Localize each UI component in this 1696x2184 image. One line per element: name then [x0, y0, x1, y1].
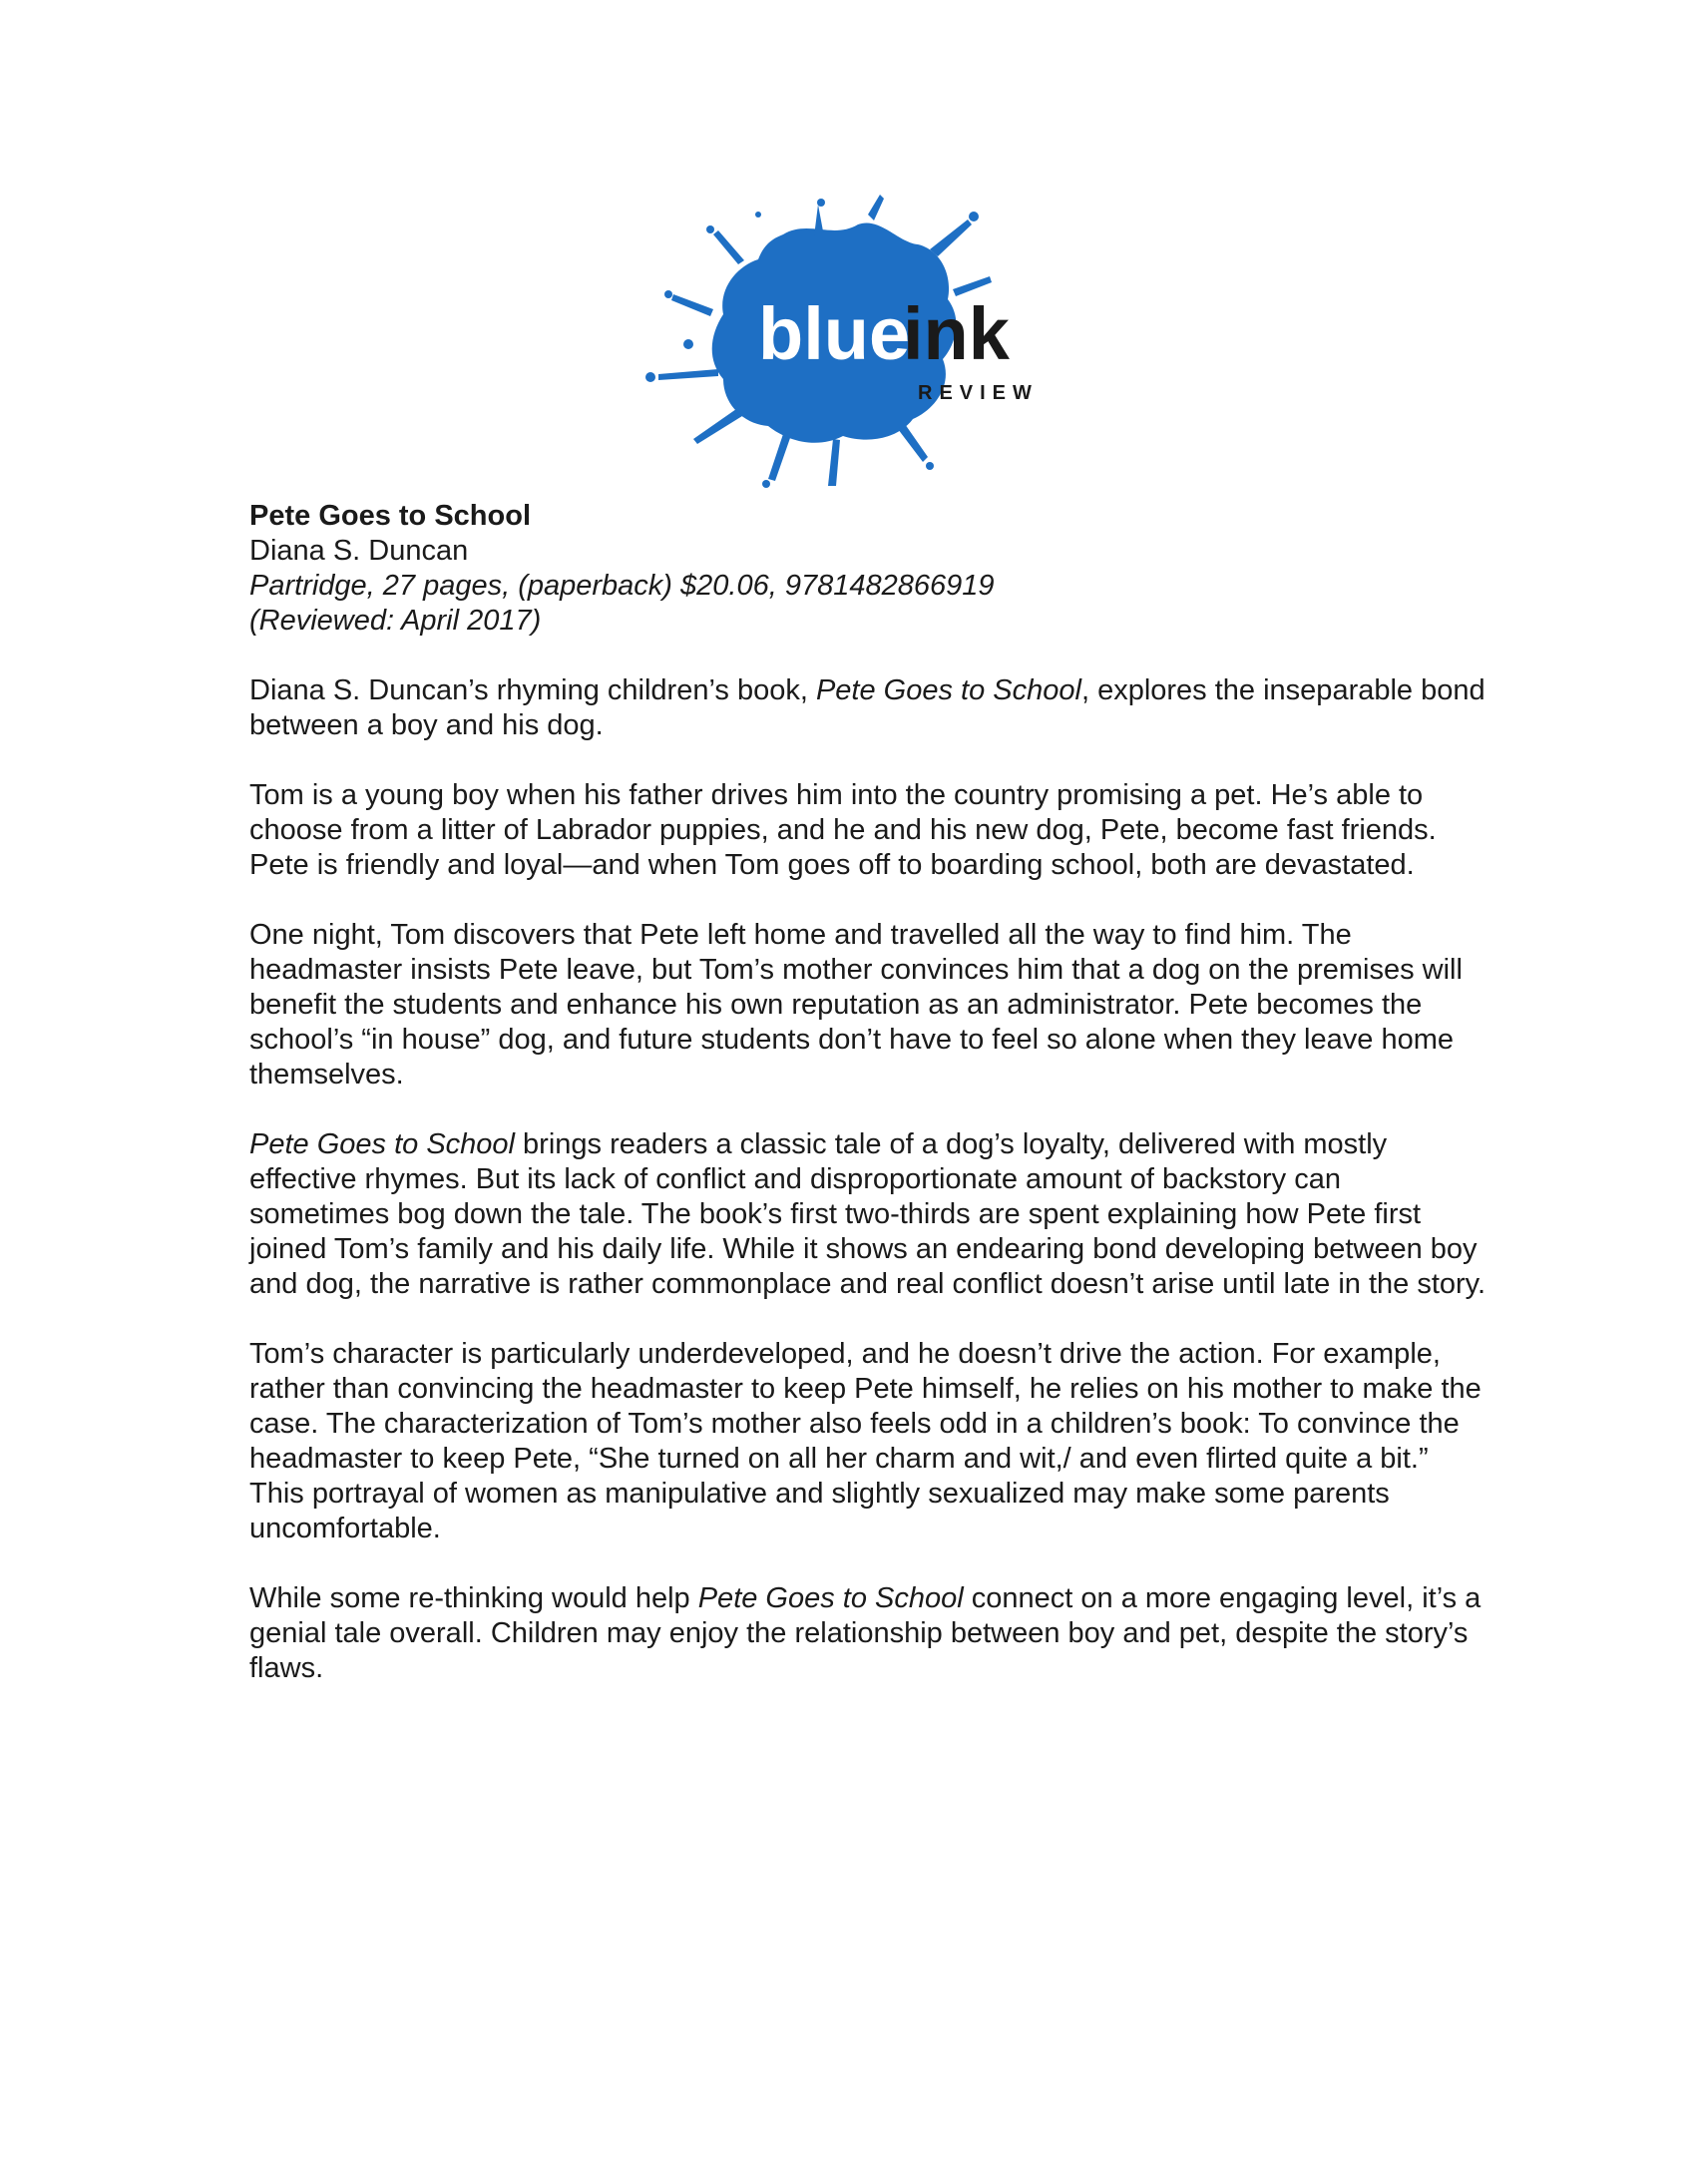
review-paragraph-1: Diana S. Duncan’s rhyming children’s book, Pete Goes to School, explores the inseparable bond between a boy and his dog. [249, 674, 1485, 741]
logo-word-blue: blue [758, 292, 911, 375]
blueink-review-logo [619, 195, 1087, 494]
review-content [249, 499, 1486, 1721]
book-metadata [249, 499, 1486, 639]
book-publication-info: Partridge, 27 pages, (paperback) $20.06, 9781482866919 [249, 570, 995, 602]
review-date: (Reviewed: April 2017) [249, 605, 542, 637]
review-paragraph-6: While some re-thinking would help Pete Goes to School connect on a more engaging level, it’s a genial tale overall. Children may enjoy the relationship between boy and pet, despite the story’s flaws. [249, 1582, 1482, 1684]
review-paragraph-5: Tom’s character is particularly underdeveloped, and he doesn’t drive the action. For example, rather than convincing the headmaster to keep Pete himself, he relies on his mother to make the case. The characterization of Tom’s mother also feels odd in a children’s book: To convince the headmaster to keep Pete, “She turned on all her charm and wit,/ and even flirted quite a bit.” This portrayal of women as manipulative and slightly sexualized may make some parents uncomfortable. [249, 1338, 1482, 1544]
logo-tagline: REVIEW [918, 382, 1039, 404]
review-paragraph-3: One night, Tom discovers that Pete left home and travelled all the way to find him. The headmaster insists Pete leave, but Tom’s mother convinces him that a dog on the premises will benefit the students and enhance his own reputation as an administrator. Pete becomes the school’s “in house” dog, and future students don’t have to feel so alone when they leave home themselves. [249, 919, 1463, 1091]
review-paragraph-2: Tom is a young boy when his father drives him into the country promising a pet. He’s able to choose from a litter of Labrador puppies, and he and his new dog, Pete, become fast friends. Pete is friendly and loyal—and when Tom goes off to boarding school, both are devastated. [249, 779, 1437, 881]
book-title-inline: Pete Goes to School [697, 1582, 964, 1614]
review-paragraph-4: Pete Goes to School brings readers a classic tale of a dog’s loyalty, delivered with mostly effective rhymes. But its lack of conflict and disproportionate amount of backstory can sometimes bog down the tale. The book’s first two-thirds are spent explaining how Pete first joined Tom’s family and his daily life. While it shows an endearing bond developing between boy and dog, the narrative is rather commonplace and real conflict doesn’t arise until late in the story. [249, 1128, 1486, 1300]
book-title-inline: Pete Goes to School [815, 674, 1081, 706]
book-title-inline: Pete Goes to School [249, 1128, 515, 1160]
ink-splash-icon [619, 195, 1087, 494]
logo-word-ink: ink [903, 292, 1010, 375]
book-title: Pete Goes to School [249, 500, 531, 532]
book-author: Diana S. Duncan [249, 535, 469, 567]
